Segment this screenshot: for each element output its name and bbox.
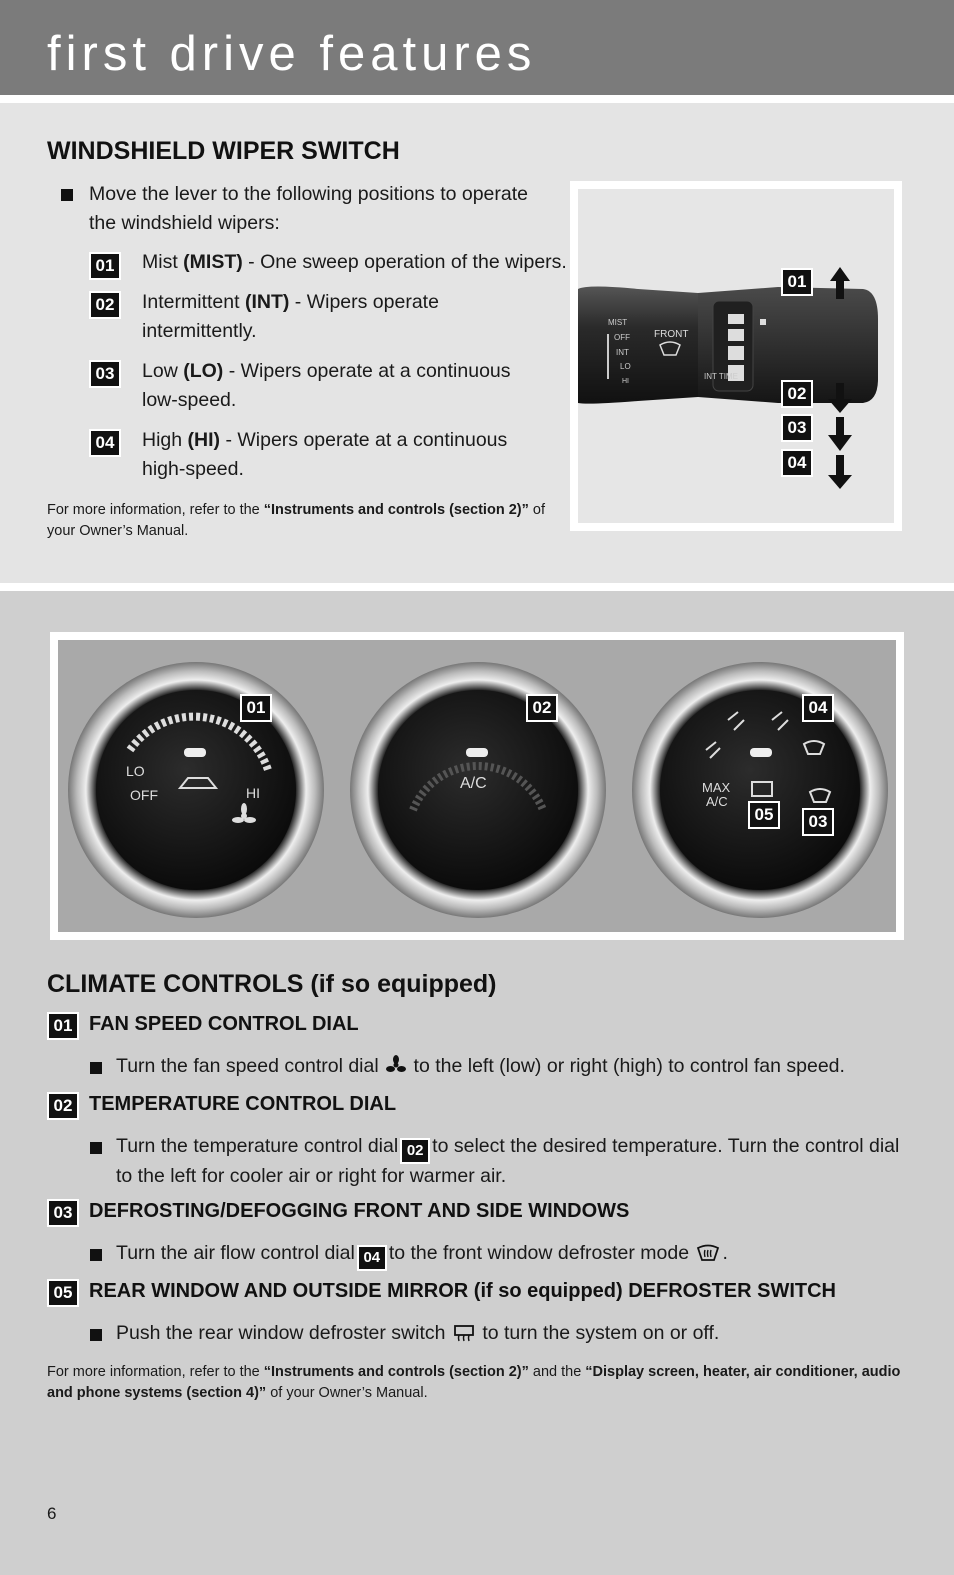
dial-badge-01: 01 <box>242 696 270 720</box>
wiper-note <box>47 500 567 542</box>
wiper-lever-illustration <box>578 189 894 523</box>
text: to turn the system on or off. <box>482 1322 720 1344</box>
climate-dials-illustration <box>58 640 896 932</box>
climate-dials-image <box>58 640 896 932</box>
item-label: Low <box>142 360 184 382</box>
arrow-down-icon <box>828 417 852 451</box>
item-code: (HI) <box>187 429 221 451</box>
dial-label-hi: HI <box>246 785 260 801</box>
badge-02: 02 <box>91 293 119 317</box>
dial-label-max: MAX <box>702 780 731 795</box>
dial-badge-02: 02 <box>528 696 556 720</box>
item-desc: - Wipers operate at a continuous low-speed. <box>142 360 511 411</box>
text: Push the rear window defroster switch <box>116 1322 446 1344</box>
section-text-temp <box>116 1132 906 1191</box>
wiper-item-hi <box>142 426 542 484</box>
rear-defrost-icon <box>453 1324 475 1342</box>
lever-label-lo: LO <box>620 362 631 371</box>
lever-label-mist: MIST <box>608 318 628 327</box>
badge-01: 01 <box>49 1014 77 1038</box>
lever-label-hi: HI <box>622 378 629 385</box>
badge-02: 02 <box>49 1094 77 1118</box>
note-text: For more information, refer to the <box>47 502 264 518</box>
text: to select the desired temperature. Turn the control dial to the left for cooler air or right for warmer air. <box>116 1135 900 1187</box>
note-ref: “Instruments and controls (section 2)” <box>263 502 529 518</box>
item-code: (INT) <box>244 291 290 313</box>
bullet <box>90 1329 102 1341</box>
lever-badge-01: 01 <box>783 270 811 294</box>
badge-05: 05 <box>49 1281 77 1305</box>
section-text-fan <box>116 1052 916 1081</box>
section-title-rear-defrost: REAR WINDOW AND OUTSIDE MIRROR (if so equipped) DEFROSTER SWITCH <box>89 1280 837 1302</box>
text: Turn the fan speed control dial <box>116 1055 379 1077</box>
wiper-lever-image <box>578 189 894 523</box>
dial-label-lo: LO <box>126 763 145 779</box>
divider <box>0 95 954 103</box>
note-text: of your Owner’s Manual. <box>47 502 545 539</box>
note-text: For more information, refer to the <box>47 1364 264 1380</box>
wiper-item-mist <box>142 248 572 277</box>
page-number: 6 <box>47 1504 57 1523</box>
item-desc: - Wipers operate at a continuous high-speed. <box>142 429 508 480</box>
bullet <box>90 1142 102 1154</box>
lever-badge-03: 03 <box>783 416 811 440</box>
front-defrost-icon <box>696 1244 720 1262</box>
item-code: (LO) <box>183 360 224 382</box>
climate-heading: CLIMATE CONTROLS (if so equipped) <box>47 970 497 998</box>
ref-badge-04: 04 <box>359 1247 385 1269</box>
page-header <box>0 0 954 95</box>
badge-03: 03 <box>91 362 119 386</box>
wiper-intro: Move the lever to the following positions to operate the windshield wipers: <box>89 183 529 234</box>
climate-image-frame <box>50 632 904 940</box>
fan-icon <box>386 1055 406 1075</box>
item-desc: - Wipers operate intermittently. <box>142 291 439 342</box>
dial-label-ac: A/C <box>460 775 487 792</box>
text: . <box>722 1242 728 1264</box>
text: Turn the air flow control dial <box>116 1242 355 1264</box>
text: Turn the temperature control dial <box>116 1135 399 1157</box>
section-text-defrost <box>116 1239 916 1269</box>
text: to the left (low) or right (high) to control fan speed. <box>413 1055 845 1077</box>
note-ref: “Instruments and controls (section 2)” <box>263 1364 529 1380</box>
dial-badge-03: 03 <box>804 810 832 834</box>
wiper-item-int <box>142 288 482 346</box>
lever-label-int: INT <box>616 348 629 357</box>
badge-03: 03 <box>49 1201 77 1225</box>
climate-note <box>47 1362 907 1404</box>
lever-label-off: OFF <box>614 333 630 342</box>
lever-label-front: FRONT <box>654 329 689 340</box>
dial-badge-04: 04 <box>804 696 832 720</box>
dial-label-max-ac: A/C <box>706 794 728 809</box>
wiper-image-frame <box>570 181 902 531</box>
badge-04: 04 <box>91 431 119 455</box>
item-desc: - One sweep operation of the wipers. <box>242 251 567 273</box>
note-ref: “Display screen, heater, air conditioner, audio and phone systems (section 4)” <box>47 1364 901 1401</box>
dial-label-off: OFF <box>130 787 158 803</box>
item-label: High <box>142 429 188 451</box>
section-title-defrost: DEFROSTING/DEFOGGING FRONT AND SIDE WINDOWS <box>89 1200 630 1222</box>
lever-badge-04: 04 <box>783 451 811 475</box>
item-label: Intermittent <box>142 291 245 313</box>
ref-badge-02: 02 <box>402 1140 428 1162</box>
note-text: of your Owner’s Manual. <box>266 1385 428 1401</box>
wiper-heading: WINDSHIELD WIPER SWITCH <box>47 137 400 165</box>
lever-label-int-time: INT TIME <box>704 372 738 381</box>
divider <box>0 583 954 591</box>
page-title: first drive features <box>47 27 537 81</box>
section-text-rear-defrost <box>116 1319 916 1348</box>
lever-badge-02: 02 <box>783 382 811 406</box>
wiper-item-lo <box>142 357 542 415</box>
bullet <box>90 1062 102 1074</box>
note-text: and the <box>528 1364 586 1380</box>
item-code: (MIST) <box>183 251 243 273</box>
dial-badge-05: 05 <box>750 803 778 827</box>
text: to the front window defroster mode <box>388 1242 690 1264</box>
arrow-down-icon <box>828 455 852 489</box>
section-title-temp: TEMPERATURE CONTROL DIAL <box>89 1093 397 1115</box>
item-label: Mist <box>142 251 184 273</box>
bullet <box>61 189 73 201</box>
bullet <box>90 1249 102 1261</box>
section-title-fan: FAN SPEED CONTROL DIAL <box>89 1013 359 1035</box>
badge-01: 01 <box>91 254 119 278</box>
